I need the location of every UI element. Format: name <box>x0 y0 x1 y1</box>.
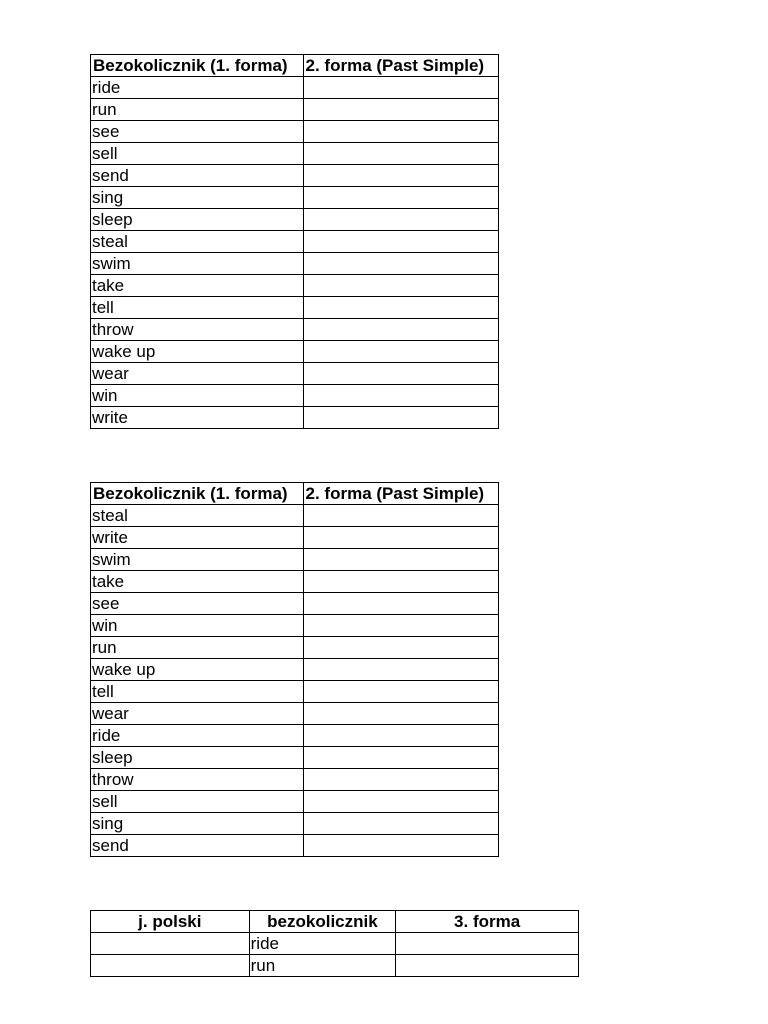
past-simple-answer-cell[interactable] <box>303 505 498 527</box>
verb-infinitive-cell: steal <box>91 505 304 527</box>
past-simple-answer-cell[interactable] <box>303 549 498 571</box>
verb-infinitive-cell: wear <box>91 363 304 385</box>
past-simple-answer-cell[interactable] <box>303 319 498 341</box>
past-simple-answer-cell[interactable] <box>303 769 498 791</box>
verb-infinitive-cell: ride <box>91 725 304 747</box>
past-simple-answer-cell[interactable] <box>303 165 498 187</box>
table-header-row <box>91 483 499 505</box>
table-row <box>91 363 499 385</box>
table-row <box>91 187 499 209</box>
header-infinitive: Bezokolicznik (1. forma) <box>91 55 304 77</box>
table-row <box>91 341 499 363</box>
past-simple-answer-cell[interactable] <box>303 593 498 615</box>
table-row <box>91 77 499 99</box>
header-infinitive: bezokolicznik <box>249 911 396 933</box>
table-body <box>91 505 499 857</box>
past-simple-answer-cell[interactable] <box>303 407 498 429</box>
verb-infinitive-cell: run <box>91 637 304 659</box>
verb-infinitive-cell: wake up <box>91 659 304 681</box>
past-simple-answer-cell[interactable] <box>303 703 498 725</box>
table-header-row <box>91 911 579 933</box>
past-simple-answer-cell[interactable] <box>303 813 498 835</box>
table-row <box>91 769 499 791</box>
table-row <box>91 407 499 429</box>
verb-infinitive-cell: tell <box>91 681 304 703</box>
table-row <box>91 747 499 769</box>
past-simple-answer-cell[interactable] <box>303 143 498 165</box>
table-row <box>91 505 499 527</box>
table-row <box>91 933 579 955</box>
header-past-simple: 2. forma (Past Simple) <box>303 55 498 77</box>
past-simple-answer-cell[interactable] <box>303 121 498 143</box>
table-row <box>91 297 499 319</box>
past-simple-answer-cell[interactable] <box>303 341 498 363</box>
verb-infinitive-cell: send <box>91 165 304 187</box>
verb-infinitive-cell: sleep <box>91 747 304 769</box>
verb-infinitive-cell: throw <box>91 769 304 791</box>
table-row <box>91 99 499 121</box>
verb-infinitive-cell: throw <box>91 319 304 341</box>
table-header-row <box>91 55 499 77</box>
header-infinitive: Bezokolicznik (1. forma) <box>91 483 304 505</box>
past-simple-answer-cell[interactable] <box>303 637 498 659</box>
past-simple-answer-cell[interactable] <box>303 681 498 703</box>
verb-infinitive-cell: swim <box>91 253 304 275</box>
past-simple-answer-cell[interactable] <box>303 99 498 121</box>
past-simple-answer-cell[interactable] <box>303 747 498 769</box>
past-simple-answer-cell[interactable] <box>303 527 498 549</box>
third-form-answer-cell[interactable] <box>396 933 579 955</box>
table-row <box>91 231 499 253</box>
verb-infinitive-cell: sleep <box>91 209 304 231</box>
verb-infinitive-cell: see <box>91 593 304 615</box>
verb-infinitive-cell: win <box>91 385 304 407</box>
table-row <box>91 209 499 231</box>
past-simple-answer-cell[interactable] <box>303 187 498 209</box>
past-simple-answer-cell[interactable] <box>303 385 498 407</box>
table-row <box>91 319 499 341</box>
verb-table-3 <box>90 910 579 977</box>
polish-answer-cell[interactable] <box>91 955 250 977</box>
past-simple-answer-cell[interactable] <box>303 209 498 231</box>
table-row <box>91 813 499 835</box>
verb-table-2 <box>90 482 499 857</box>
past-simple-answer-cell[interactable] <box>303 297 498 319</box>
table-row <box>91 637 499 659</box>
past-simple-answer-cell[interactable] <box>303 659 498 681</box>
table-row <box>91 275 499 297</box>
table-row <box>91 121 499 143</box>
verb-infinitive-cell: wear <box>91 703 304 725</box>
table-row <box>91 549 499 571</box>
past-simple-answer-cell[interactable] <box>303 77 498 99</box>
past-simple-answer-cell[interactable] <box>303 571 498 593</box>
table-row <box>91 791 499 813</box>
verb-infinitive-cell: sell <box>91 791 304 813</box>
table-row <box>91 681 499 703</box>
header-past-simple: 2. forma (Past Simple) <box>303 483 498 505</box>
verb-infinitive-cell: sing <box>91 813 304 835</box>
past-simple-answer-cell[interactable] <box>303 275 498 297</box>
verb-table-1 <box>90 54 499 429</box>
past-simple-answer-cell[interactable] <box>303 253 498 275</box>
verb-infinitive-cell: sing <box>91 187 304 209</box>
verb-infinitive-cell: swim <box>91 549 304 571</box>
verb-infinitive-cell: see <box>91 121 304 143</box>
table-row <box>91 615 499 637</box>
verb-infinitive-cell: run <box>249 955 396 977</box>
third-form-answer-cell[interactable] <box>396 955 579 977</box>
past-simple-answer-cell[interactable] <box>303 835 498 857</box>
table-row <box>91 659 499 681</box>
verb-infinitive-cell: write <box>91 527 304 549</box>
verb-infinitive-cell: steal <box>91 231 304 253</box>
past-simple-answer-cell[interactable] <box>303 725 498 747</box>
past-simple-answer-cell[interactable] <box>303 363 498 385</box>
verb-infinitive-cell: send <box>91 835 304 857</box>
header-polish: j. polski <box>91 911 250 933</box>
table-row <box>91 703 499 725</box>
table-row <box>91 165 499 187</box>
past-simple-answer-cell[interactable] <box>303 231 498 253</box>
verb-infinitive-cell: take <box>91 571 304 593</box>
verb-infinitive-cell: wake up <box>91 341 304 363</box>
table-row <box>91 527 499 549</box>
table-row <box>91 385 499 407</box>
polish-answer-cell[interactable] <box>91 933 250 955</box>
past-simple-answer-cell[interactable] <box>303 615 498 637</box>
table-row <box>91 253 499 275</box>
verb-infinitive-cell: sell <box>91 143 304 165</box>
table-row <box>91 593 499 615</box>
past-simple-answer-cell[interactable] <box>303 791 498 813</box>
table-body <box>91 933 579 977</box>
table-row <box>91 571 499 593</box>
table-row <box>91 955 579 977</box>
verb-infinitive-cell: ride <box>249 933 396 955</box>
header-third-form: 3. forma <box>396 911 579 933</box>
verb-infinitive-cell: win <box>91 615 304 637</box>
verb-infinitive-cell: take <box>91 275 304 297</box>
verb-infinitive-cell: run <box>91 99 304 121</box>
verb-infinitive-cell: tell <box>91 297 304 319</box>
table-body <box>91 77 499 429</box>
table-row <box>91 835 499 857</box>
verb-infinitive-cell: ride <box>91 77 304 99</box>
table-row <box>91 143 499 165</box>
table-row <box>91 725 499 747</box>
verb-infinitive-cell: write <box>91 407 304 429</box>
